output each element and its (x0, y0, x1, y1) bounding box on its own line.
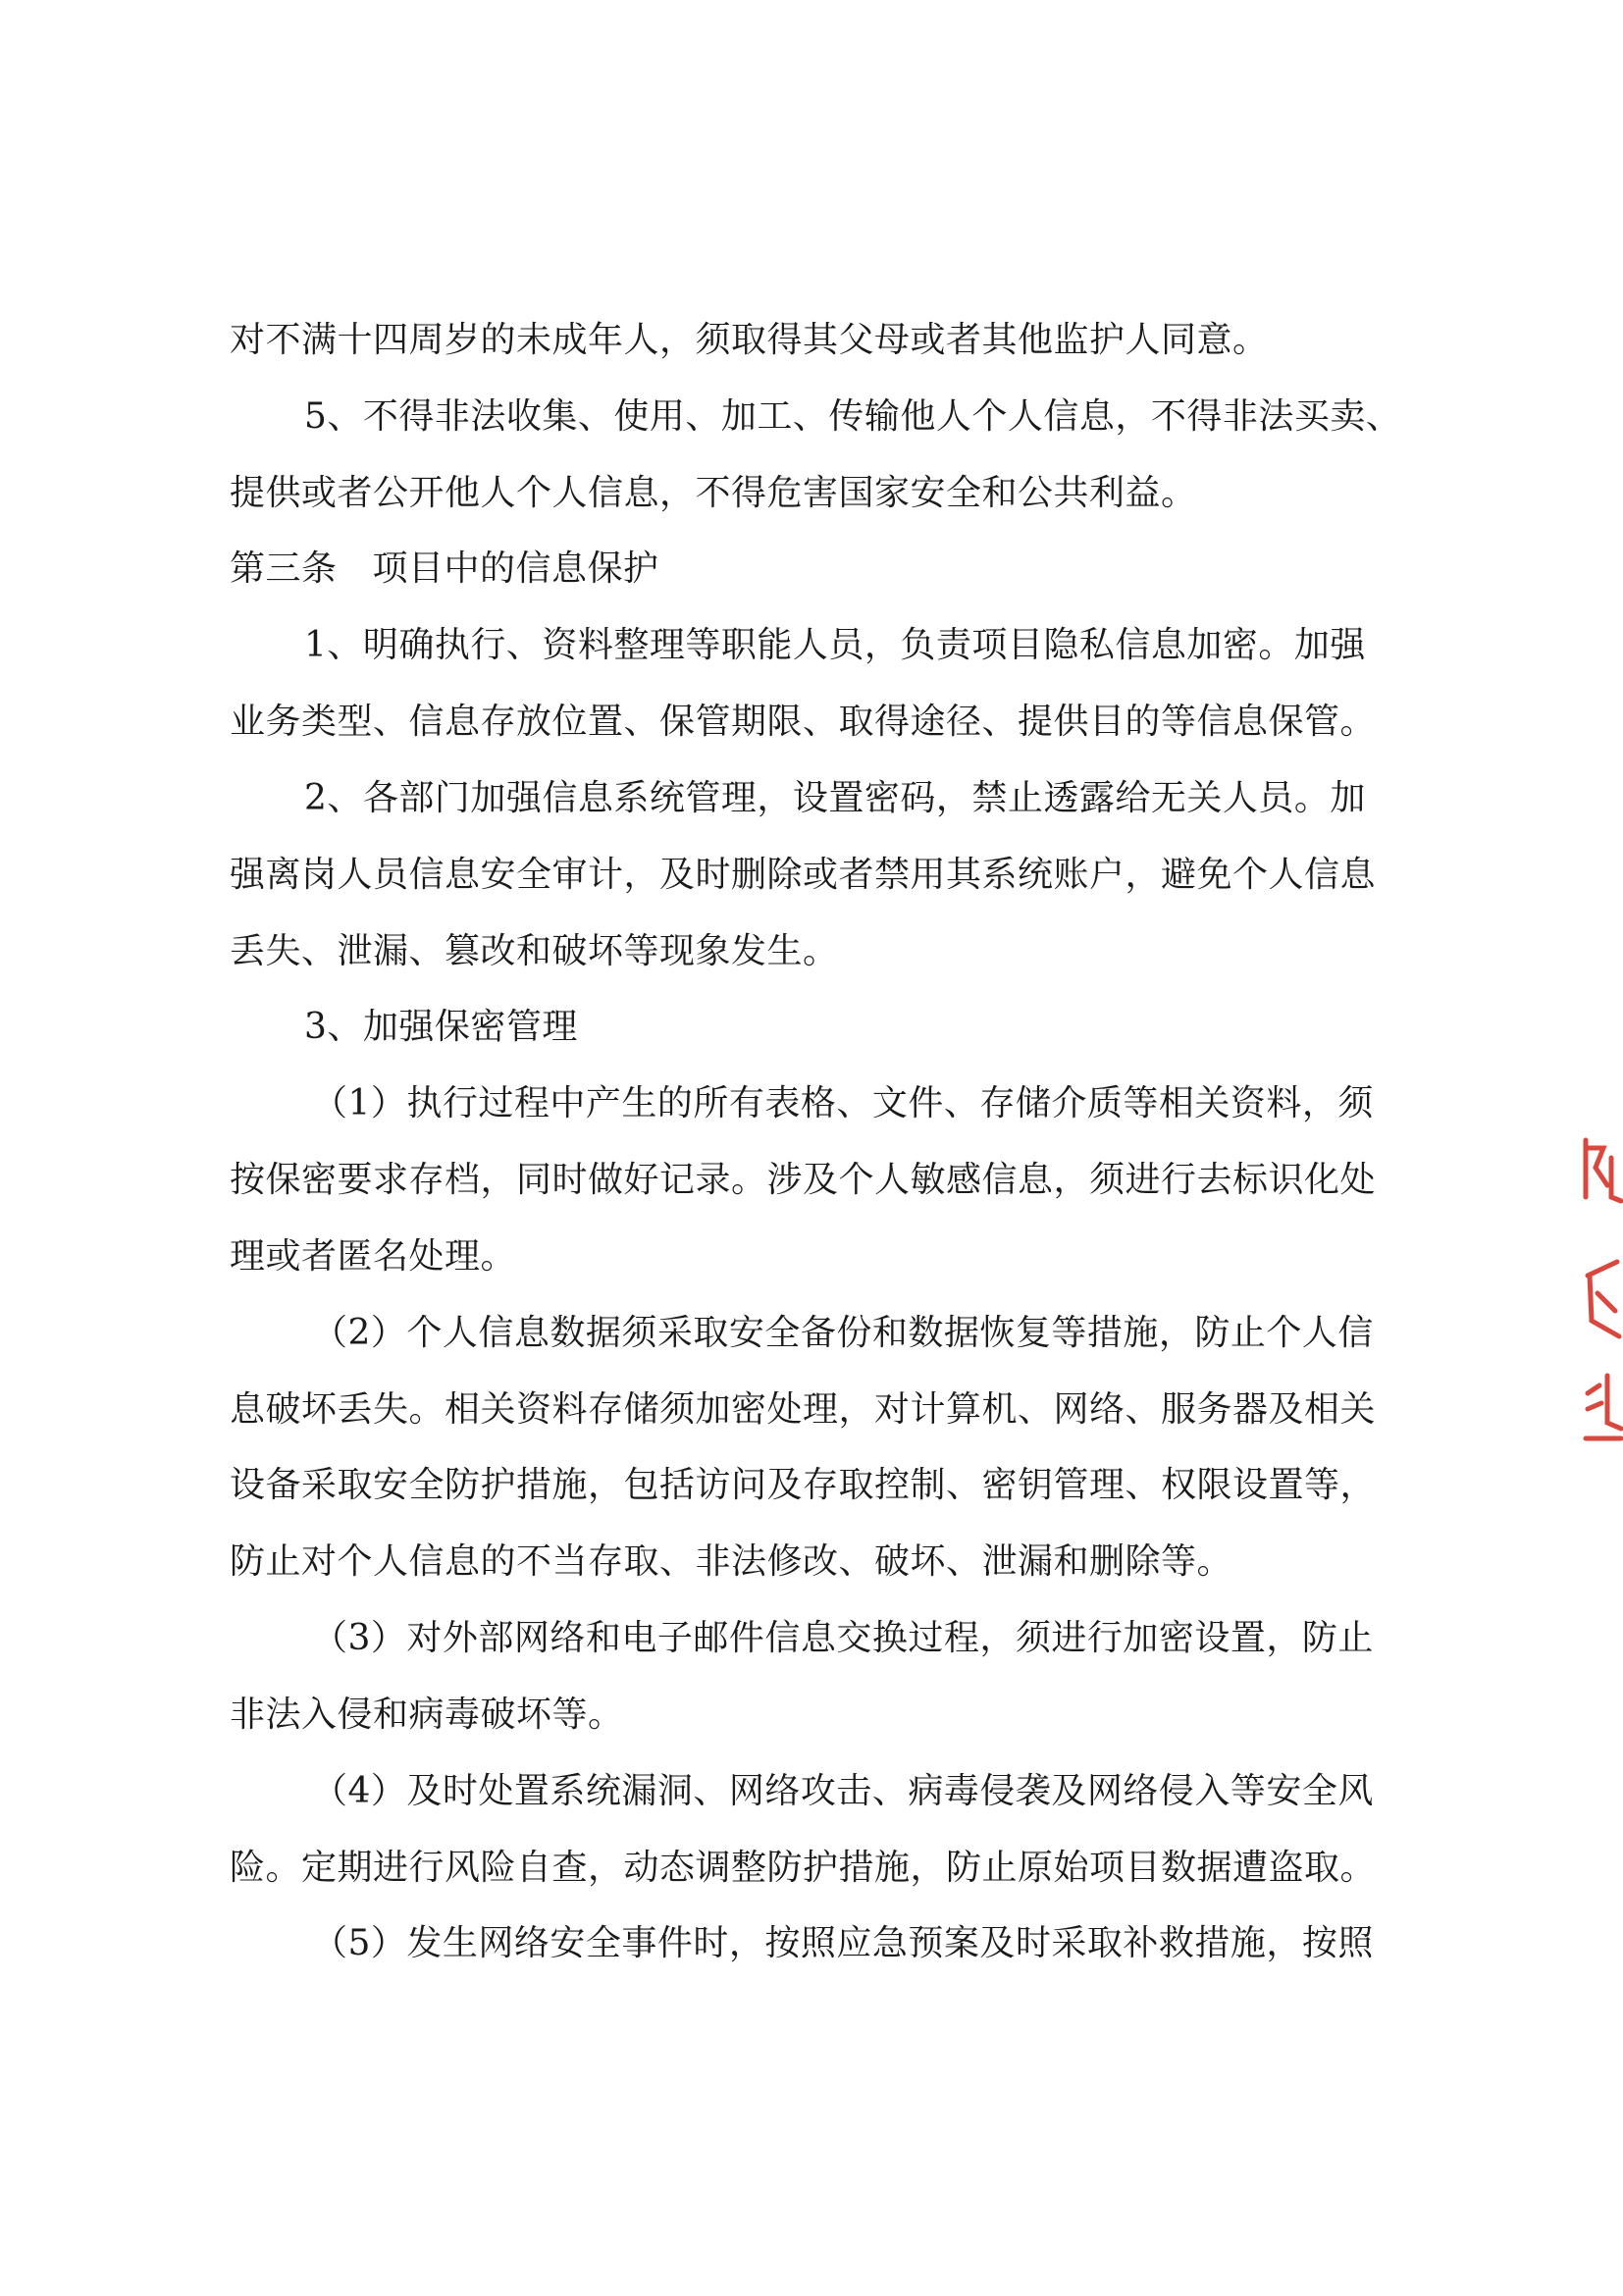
paragraph-line: 2、各部门加强信息系统管理，设置密码，禁止透露给无关人员。加 (304, 778, 1366, 818)
paragraph-line: 防止对个人信息的不当存取、非法修改、破坏、泄漏和删除等。 (230, 1541, 1233, 1582)
paragraph-line: 提供或者公开他人个人信息，不得危害国家安全和公共利益。 (230, 473, 1197, 513)
paragraph-line: （4）及时处置系统漏洞、网络攻击、病毒侵袭及网络侵入等安全风 (312, 1771, 1374, 1811)
paragraph-line: 按保密要求存档，同时做好记录。涉及个人敏感信息，须进行去标识化处 (230, 1160, 1377, 1200)
paragraph-line: 设备采取安全防护措施，包括访问及存取控制、密钥管理、权限设置等， (230, 1465, 1377, 1505)
seal-stamp (1582, 1128, 1623, 1452)
paragraph-line: （2）个人信息数据须采取安全备份和数据恢复等措施，防止个人信 (312, 1313, 1374, 1353)
paragraph-line: 业务类型、信息存放位置、保管期限、取得途径、提供目的等信息保管。 (230, 702, 1377, 742)
seal-stamp-graphic (1582, 1128, 1623, 1452)
paragraph-line: 3、加强保密管理 (304, 1007, 578, 1047)
paragraph-line: 5、不得非法收集、使用、加工、传输他人个人信息，不得非法买卖、 (304, 396, 1402, 437)
paragraph-line: （1）执行过程中产生的所有表格、文件、存储介质等相关资料，须 (312, 1083, 1374, 1123)
paragraph-line: 息破坏丢失。相关资料存储须加密处理，对计算机、网络、服务器及相关 (230, 1389, 1377, 1430)
paragraph-line: 丢失、泄漏、篡改和破坏等现象发生。 (230, 931, 839, 971)
paragraph-line: 险。定期进行风险自查，动态调整防护措施，防止原始项目数据遭盗取。 (230, 1848, 1377, 1888)
paragraph-line: 非法入侵和病毒破坏等。 (230, 1695, 624, 1735)
paragraph-line: （5）发生网络安全事件时，按照应急预案及时采取补救措施，按照 (312, 1923, 1374, 1963)
article-number: 第三条 (230, 548, 338, 589)
paragraph-line: 强离岗人员信息安全审计，及时删除或者禁用其系统账户，避免个人信息 (230, 855, 1377, 895)
article-title: 项目中的信息保护 (372, 548, 659, 589)
paragraph-line: 对不满十四周岁的未成年人，须取得其父母或者其他监护人同意。 (230, 320, 1269, 360)
paragraph-line: 理或者匿名处理。 (230, 1236, 517, 1277)
paragraph-line: （3）对外部网络和电子邮件信息交换过程，须进行加密设置，防止 (312, 1618, 1374, 1658)
article-heading (230, 545, 659, 594)
paragraph-line: 1、明确执行、资料整理等职能人员，负责项目隐私信息加密。加强 (304, 625, 1366, 665)
